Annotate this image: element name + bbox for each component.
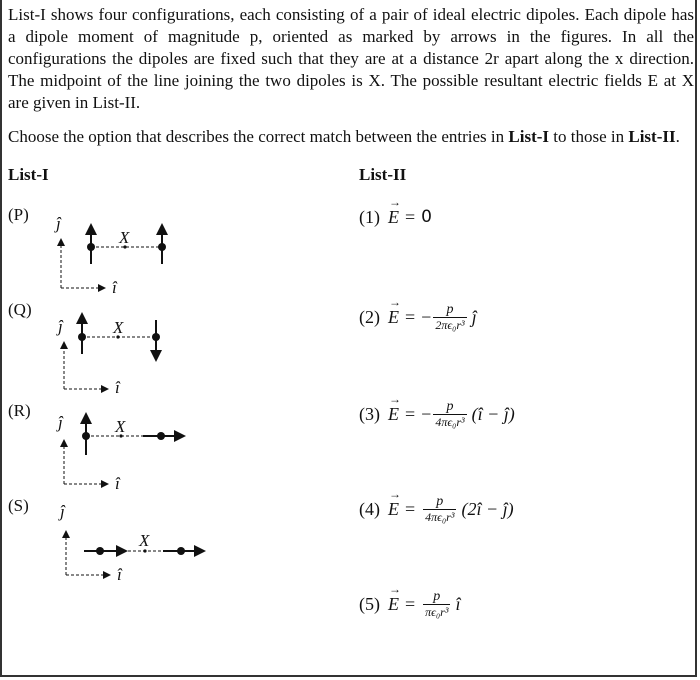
fraction: [435, 400, 464, 429]
arrow-right-icon: [116, 545, 128, 557]
i-hat-label: î: [115, 474, 120, 493]
rhs-value: 0: [421, 207, 432, 227]
dipole-1-up: [85, 223, 97, 264]
dipole-1-up: [76, 312, 88, 354]
axes: [58, 502, 123, 584]
sign: −: [421, 403, 432, 424]
question-line-3: configurations the dipoles are fixed such that they are at a distance 2r apart along the x direction.: [8, 49, 694, 68]
list1-item-q-label: (Q): [8, 300, 32, 319]
instruction-list2: List-II: [628, 127, 676, 146]
arrow-right-icon: [174, 430, 186, 442]
direction: ĵ: [471, 306, 477, 327]
list1-item-s-label: (S): [8, 496, 29, 515]
e-vector: → E: [388, 404, 399, 425]
dipole-2-right: [163, 545, 206, 557]
dipole-2-up: [156, 223, 168, 264]
e-vector: → E: [388, 207, 399, 228]
option-label: (4): [359, 498, 380, 519]
question-line-2: a dipole moment of magnitude p, oriented as marked by arrows in the figures. In all the: [8, 27, 694, 46]
diagram-q: [56, 312, 162, 397]
j-hat-label: ĵ: [56, 214, 61, 233]
denominator: πϵ₀r³: [425, 604, 449, 619]
option-label: (2): [359, 306, 380, 327]
e-vector: → E: [388, 594, 399, 615]
arrow-up-icon: [85, 223, 97, 235]
instruction-list1: List-I: [508, 127, 550, 146]
direction: î: [455, 593, 461, 614]
list2-heading: List-II: [359, 165, 407, 184]
j-hat-label: ĵ: [60, 502, 65, 521]
list2-item-2: [359, 298, 477, 336]
dipole-2-right: [143, 430, 186, 442]
equals-sign: =: [405, 306, 416, 327]
arrow-up-icon: [156, 223, 168, 235]
instruction-prefix: Choose the option that describes the correct match between the entries in: [8, 127, 509, 146]
arrow-right-icon: [194, 545, 206, 557]
direction: (2î − ĵ): [461, 498, 514, 519]
denominator: 4πϵ₀r³: [425, 509, 455, 524]
equals-sign: =: [405, 403, 416, 424]
midpoint-label: X: [139, 531, 150, 550]
diagram-r: [56, 412, 186, 493]
midpoint-label: X: [113, 318, 124, 337]
fraction: [425, 495, 454, 524]
list1-heading: List-I: [8, 165, 49, 184]
sign: −: [421, 306, 432, 327]
question-line-4: The midpoint of the line joining the two dipoles is X. The possible resultant electric fields E at X: [8, 71, 694, 90]
option-label: (3): [359, 403, 380, 424]
i-hat-label: î: [115, 378, 120, 397]
e-vector: → E: [388, 499, 399, 520]
i-hat-label: î: [117, 565, 122, 584]
arrow-down-icon: [150, 350, 162, 362]
numerator: p: [423, 495, 456, 510]
option-label: (5): [359, 593, 380, 614]
fraction: [425, 590, 448, 619]
numerator: p: [433, 303, 466, 318]
axes: [56, 413, 121, 493]
list2-item-5: [359, 585, 460, 623]
denominator: 2πϵ₀r³: [435, 317, 465, 332]
j-hat-label: ĵ: [58, 413, 63, 432]
denominator: 4πϵ₀r³: [435, 414, 465, 429]
direction: (î − ĵ): [471, 403, 515, 424]
numerator: p: [423, 590, 450, 605]
list1-item-p-label: (P): [8, 205, 29, 224]
equals-sign: =: [405, 498, 416, 519]
diagram-p: [54, 214, 168, 297]
list2-item-1: [359, 205, 432, 229]
equals-sign: =: [405, 206, 416, 227]
arrow-up-icon: [80, 412, 92, 424]
instruction-mid: to those in: [549, 127, 629, 146]
fraction: [435, 303, 464, 332]
dipole-1-up: [80, 412, 92, 455]
i-hat-label: î: [112, 278, 117, 297]
midpoint-label: X: [115, 417, 126, 436]
question-line-1: List-I shows four configurations, each consisting of a pair of ideal electric dipoles. Each dipole has: [8, 5, 694, 24]
arrow-up-icon: [76, 312, 88, 324]
question-line-5: are given in List-II.: [8, 93, 141, 112]
numerator: p: [433, 400, 466, 415]
dipole-1-right: [84, 545, 128, 557]
list2-item-4: [359, 490, 514, 528]
axes: [56, 317, 121, 397]
e-vector: → E: [388, 307, 399, 328]
list2-item-3: [359, 395, 515, 433]
axes: [54, 214, 118, 297]
option-label: (1): [359, 206, 380, 227]
instruction-suffix: .: [675, 127, 680, 146]
equals-sign: =: [405, 593, 416, 614]
j-hat-label: ĵ: [58, 317, 63, 336]
dipole-2-down: [150, 320, 162, 362]
diagram-s: [58, 502, 206, 584]
midpoint-label: X: [119, 228, 130, 247]
list1-item-r-label: (R): [8, 401, 31, 420]
